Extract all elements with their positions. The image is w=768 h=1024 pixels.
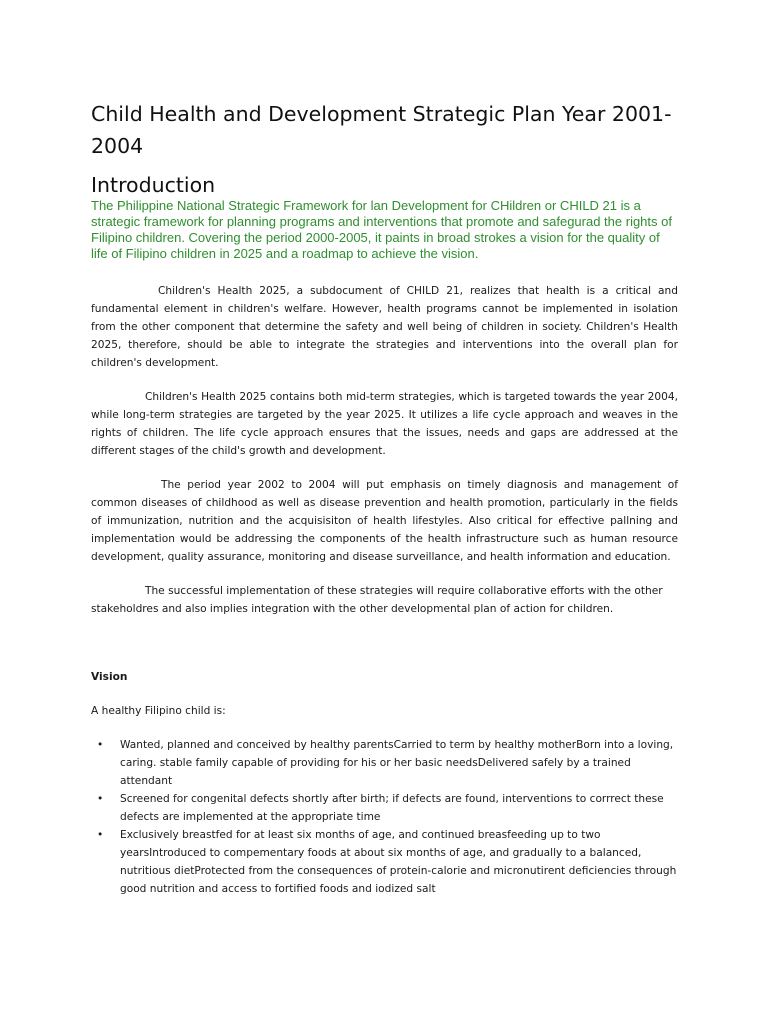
introduction-heading: Introduction bbox=[91, 173, 216, 197]
vision-lead: A healthy Filipino child is: bbox=[91, 705, 226, 717]
list-item bbox=[91, 790, 678, 826]
list-item-text: Exclusively breastfed for at least six months of age, and continued breasfeeding up to two yearsIntroduced to compementary foods at about six months of age, and gradually to a balanced, nutritious dietProtected from the consequences of protein-calorie and micronutirent deficiencies through good nutrition and access to fortified foods and iodized salt bbox=[120, 829, 677, 895]
list-item-text: Wanted, planned and conceived by healthy parentsCarried to term by healthy motherBorn into a loving, caring. stable family capable of providing for his or her basic needsDelivered safely by a trained attendant bbox=[120, 739, 674, 787]
document-page bbox=[91, 98, 678, 898]
bullet-icon: • bbox=[97, 739, 104, 751]
bullet-icon: • bbox=[97, 793, 104, 805]
list-item bbox=[91, 826, 678, 898]
document-title: Child Health and Development Strategic Plan Year 2001-2004 bbox=[91, 102, 672, 158]
list-item-text: Screened for congenital defects shortly after birth; if defects are found, interventions to corrrect these defects are implemented at the appropriate time bbox=[120, 793, 664, 823]
list-item bbox=[91, 736, 678, 790]
body-paragraph-4: The successful implementation of these strategies will require collaborative efforts with the other stakeholdres and also implies integration with the other developmental plan of action for children. bbox=[91, 585, 663, 615]
introduction-summary: The Philippine National Strategic Framework for lan Development for CHildren or CHILD 21 is a strategic framework for planning programs and interventions that promote and safegurad the rights of Filipino children. Covering the period 2000-2005, it paints in broad strokes a vision for the quality of life of Filipino children in 2025 and a roadmap to achieve the vision. bbox=[91, 198, 672, 261]
body-paragraph-1: Children's Health 2025, a subdocument of CHILD 21, realizes that health is a critical and fundamental element in children's welfare. However, health programs cannot be implemented in isolation from the other component that determine the safety and well being of children in society. Children's Health 2025, therefore, should be able to integrate the strategies and interventions into the overall plan for children's development. bbox=[91, 285, 678, 369]
body-paragraph-3: The period year 2002 to 2004 will put emphasis on timely diagnosis and management of common diseases of childhood as well as disease prevention and health promotion, particularly in the fields of immunization, nutrition and the acquisisiton of health lifestyles. Also critical for effective pallning and implementation would be addressing the components of the health infrastructure such as human resource development, quality assurance, monitoring and disease surveillance, and health information and education. bbox=[91, 479, 678, 563]
vision-heading: Vision bbox=[91, 671, 128, 683]
vision-bullet-list bbox=[91, 736, 678, 898]
bullet-icon: • bbox=[97, 829, 104, 841]
body-paragraph-2: Children's Health 2025 contains both mid-term strategies, which is targeted towards the year 2004, while long-term strategies are targeted by the year 2025. It utilizes a life cycle approach and weaves in the rights of children. The life cycle approach ensures that the issues, needs and gaps are addressed at the different stages of the child's growth and development. bbox=[91, 391, 678, 457]
